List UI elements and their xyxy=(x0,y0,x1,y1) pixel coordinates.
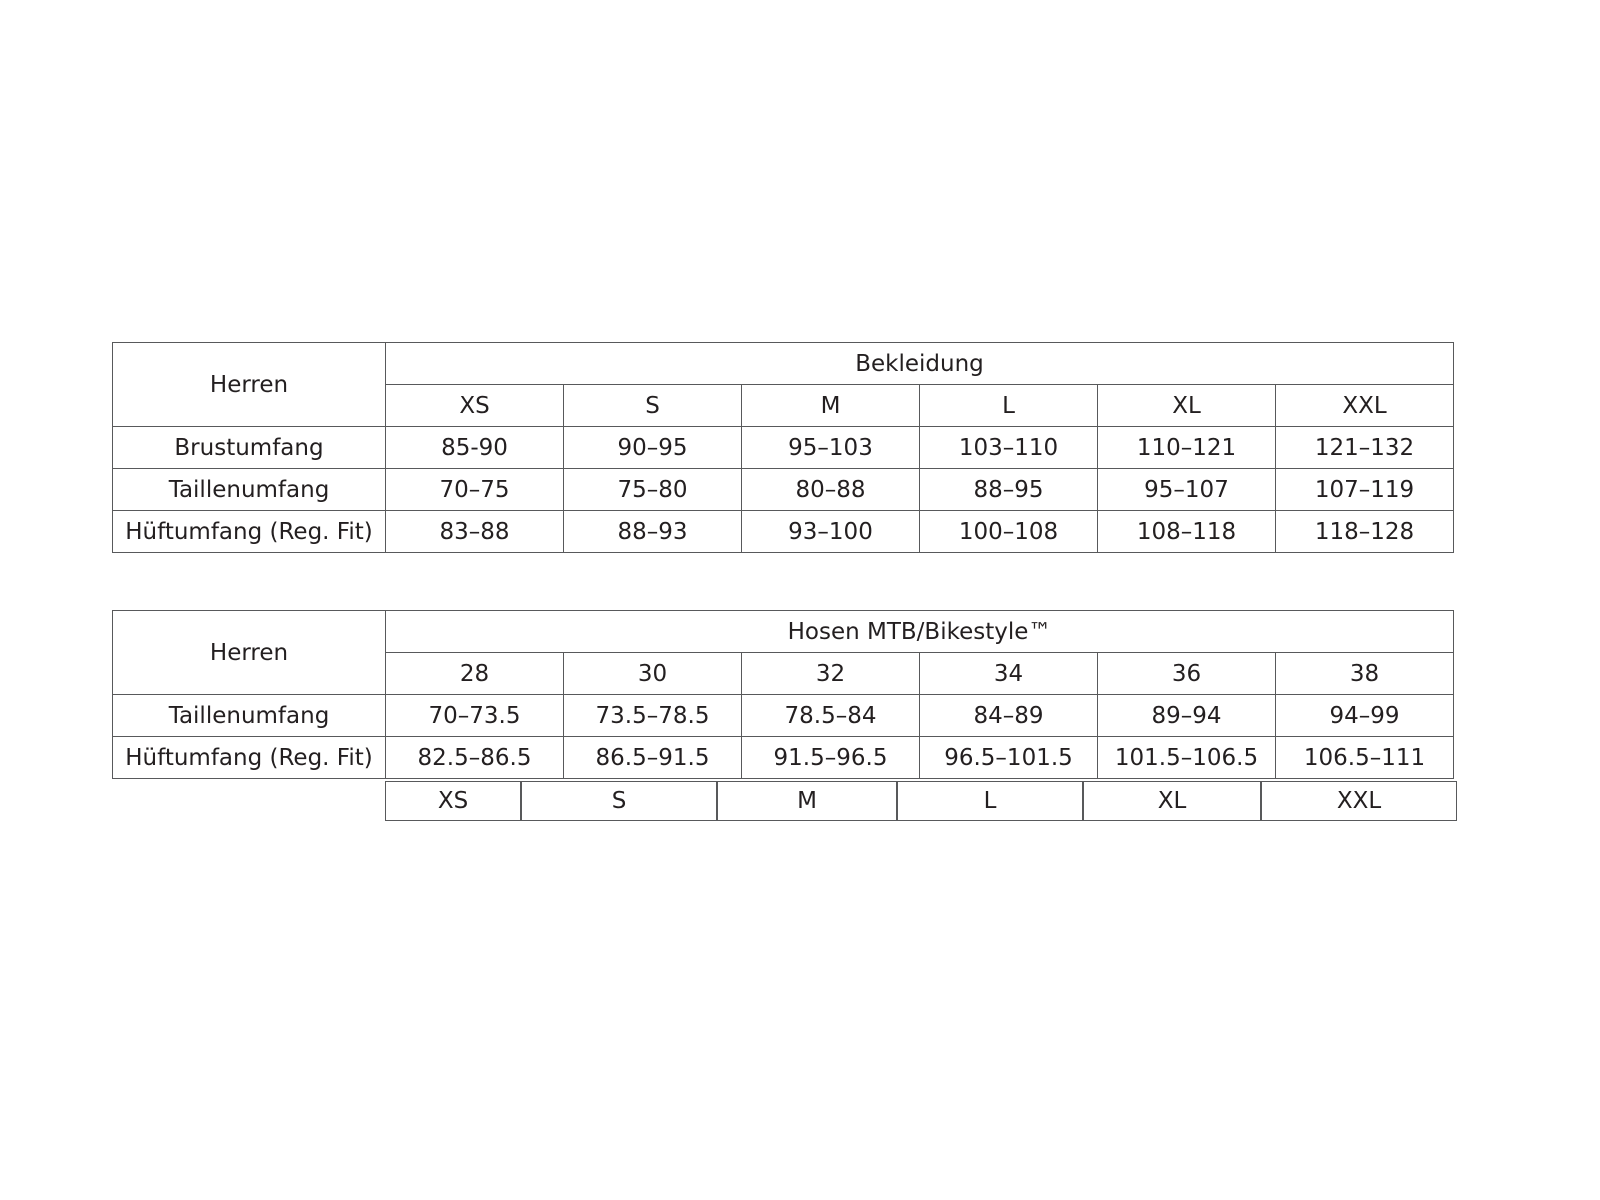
size-header-cell: S xyxy=(564,385,742,427)
letter-size-cell: XL xyxy=(1083,781,1261,821)
size-header-cell: 36 xyxy=(1098,653,1276,695)
measurement-value: 121–132 xyxy=(1276,427,1454,469)
category-label: Bekleidung xyxy=(386,343,1454,385)
size-header-cell: M xyxy=(742,385,920,427)
measurement-value: 88–95 xyxy=(920,469,1098,511)
measurement-value: 90–95 xyxy=(564,427,742,469)
measurement-value: 96.5–101.5 xyxy=(920,737,1098,779)
size-header-cell: XL xyxy=(1098,385,1276,427)
gender-label: Herren xyxy=(113,343,386,427)
measurement-value: 100–108 xyxy=(920,511,1098,553)
table-row xyxy=(113,695,1454,737)
letter-size-cell: M xyxy=(717,781,897,821)
measurement-value: 84–89 xyxy=(920,695,1098,737)
measurement-value: 93–100 xyxy=(742,511,920,553)
measurement-value: 118–128 xyxy=(1276,511,1454,553)
size-header-cell: 30 xyxy=(564,653,742,695)
measurement-value: 106.5–111 xyxy=(1276,737,1454,779)
measurement-label: Taillenumfang xyxy=(113,695,386,737)
size-header-cell: L xyxy=(920,385,1098,427)
measurement-value: 91.5–96.5 xyxy=(742,737,920,779)
measurement-value: 94–99 xyxy=(1276,695,1454,737)
table-header-row xyxy=(113,343,1454,385)
size-header-cell: 34 xyxy=(920,653,1098,695)
measurement-value: 70–75 xyxy=(386,469,564,511)
measurement-value: 89–94 xyxy=(1098,695,1276,737)
measurement-value: 88–93 xyxy=(564,511,742,553)
measurement-value: 78.5–84 xyxy=(742,695,920,737)
measurement-value: 107–119 xyxy=(1276,469,1454,511)
measurement-value: 70–73.5 xyxy=(386,695,564,737)
letter-size-cell: S xyxy=(521,781,717,821)
size-header-cell: 32 xyxy=(742,653,920,695)
measurement-value: 85-90 xyxy=(386,427,564,469)
category-label: Hosen MTB/Bikestyle™ xyxy=(386,611,1454,653)
measurement-value: 110–121 xyxy=(1098,427,1276,469)
measurement-value: 80–88 xyxy=(742,469,920,511)
table-row xyxy=(113,427,1454,469)
size-table-bekleidung xyxy=(112,342,1454,553)
measurement-value: 95–103 xyxy=(742,427,920,469)
gender-label: Herren xyxy=(113,611,386,695)
measurement-label: Hüftumfang (Reg. Fit) xyxy=(113,737,386,779)
letter-size-cell: XXL xyxy=(1261,781,1457,821)
measurement-value: 75–80 xyxy=(564,469,742,511)
table-row xyxy=(113,737,1454,779)
table-row xyxy=(113,511,1454,553)
table-row xyxy=(113,469,1454,511)
measurement-value: 86.5–91.5 xyxy=(564,737,742,779)
measurement-label: Hüftumfang (Reg. Fit) xyxy=(113,511,386,553)
measurement-value: 82.5–86.5 xyxy=(386,737,564,779)
size-table-hosen xyxy=(112,610,1454,779)
measurement-label: Taillenumfang xyxy=(113,469,386,511)
size-header-cell: XS xyxy=(386,385,564,427)
measurement-value: 95–107 xyxy=(1098,469,1276,511)
letter-size-cell: XS xyxy=(385,781,521,821)
letter-size-footer-row xyxy=(112,781,1457,821)
table-header-row xyxy=(113,611,1454,653)
measurement-value: 83–88 xyxy=(386,511,564,553)
size-header-cell: XXL xyxy=(1276,385,1454,427)
measurement-value: 101.5–106.5 xyxy=(1098,737,1276,779)
size-header-cell: 38 xyxy=(1276,653,1454,695)
measurement-value: 103–110 xyxy=(920,427,1098,469)
measurement-value: 108–118 xyxy=(1098,511,1276,553)
letter-size-cell: L xyxy=(897,781,1083,821)
measurement-value: 73.5–78.5 xyxy=(564,695,742,737)
measurement-label: Brustumfang xyxy=(113,427,386,469)
size-header-cell: 28 xyxy=(386,653,564,695)
